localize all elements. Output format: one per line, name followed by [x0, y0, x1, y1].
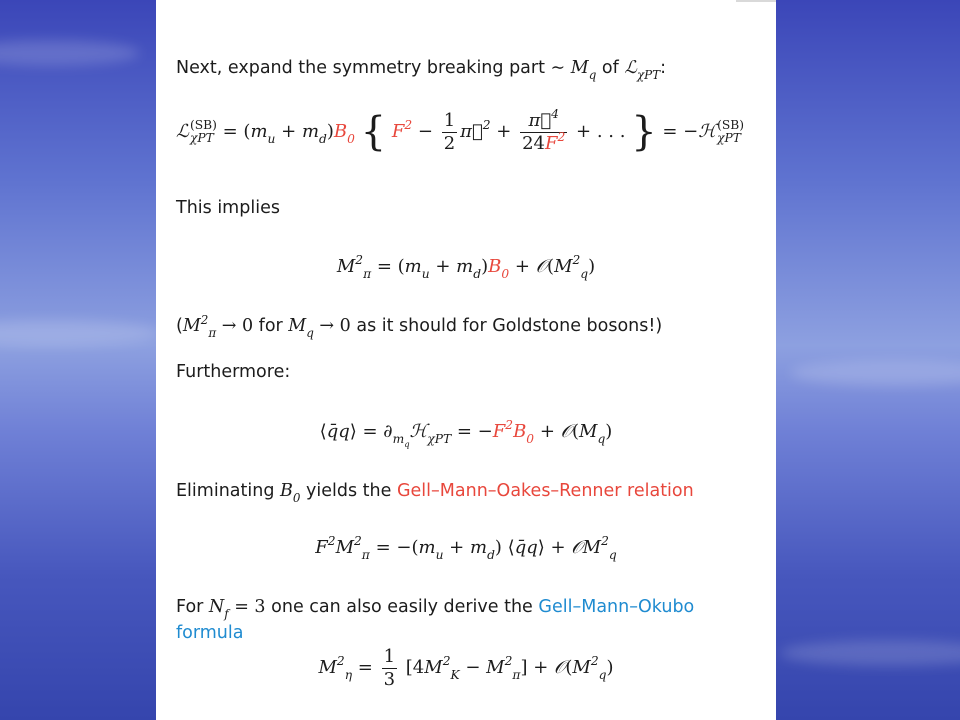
- for-text: For: [176, 597, 204, 617]
- intro-line: [176, 58, 666, 82]
- equation-gmo: $M^2_\eta$ = $\frac{1}{3}$ $[4M^2_K - M^2_\pi]$ + $𝒪(M^2_q)$: [318, 646, 614, 690]
- equation-condensate: ⟨q̄q⟩ = $\partial_{m_q}ℋ_{\chi PT} = -F^2B_0$ + $𝒪(M_q)$: [319, 418, 613, 450]
- slide-top-bar: [736, 0, 776, 2]
- gmo-formula-word: formula: [176, 623, 244, 643]
- intro-math: ∼ $M_q$: [550, 58, 597, 82]
- equation-gmor: $F^2M^2_\pi = -(m_u + m_d)$ ⟨q̄q⟩ + 𝒪M$^2_q$: [315, 534, 617, 562]
- gmor-relation-link: Gell–Mann–Oakes–Renner relation: [396, 481, 694, 501]
- gmo-link: Gell–Mann–Okubo: [538, 597, 695, 617]
- intro-lagrangian: ℒ$_{\chi PT}$: [624, 58, 661, 82]
- eliminating-line: Eliminating $B_0$ yields the Gell–Mann–Oakes–Renner relation: [176, 481, 694, 505]
- yields-text: yields the: [306, 481, 392, 501]
- background-wave: [790, 360, 960, 386]
- intro-text: Next, expand the symmetry breaking part: [176, 58, 545, 78]
- intro-colon: :: [660, 58, 666, 78]
- intro-of: of: [601, 58, 619, 78]
- derive-text: one can also easily derive the: [271, 597, 533, 617]
- equation-sb-lagrangian: ℒ (SB) χPT = $(m_u + m_d)B_0$ { $F^2$ − $\frac{1}{2}$ π⃗$^2$ + $\frac{\pi⃗^4}{24F^2}$ + . . . } = −ℋ (SB) χPT: [176, 107, 744, 156]
- equation-pion-mass: $M^2_\pi = (m_u + m_d)B_0$ + $𝒪(M^2_q)$: [336, 253, 596, 281]
- background-wave: [0, 320, 160, 346]
- eliminating-text: Eliminating: [176, 481, 275, 501]
- nf-line: For $N_f = 3$ one can also easily derive the Gell–Mann–Okubo: [176, 597, 695, 621]
- for-word: for: [258, 316, 283, 336]
- background-wave: [780, 640, 960, 666]
- slide-page: [156, 0, 776, 720]
- background-wave: [0, 40, 140, 66]
- goldstone-line: ($M^2_\pi \to 0$ for $M_q \to 0$ as it should for Goldstone bosons!): [176, 312, 663, 340]
- implies-text: This implies: [176, 198, 280, 218]
- goldstone-text: as it should for Goldstone bosons!): [356, 316, 663, 336]
- furthermore-text: Furthermore:: [176, 362, 291, 382]
